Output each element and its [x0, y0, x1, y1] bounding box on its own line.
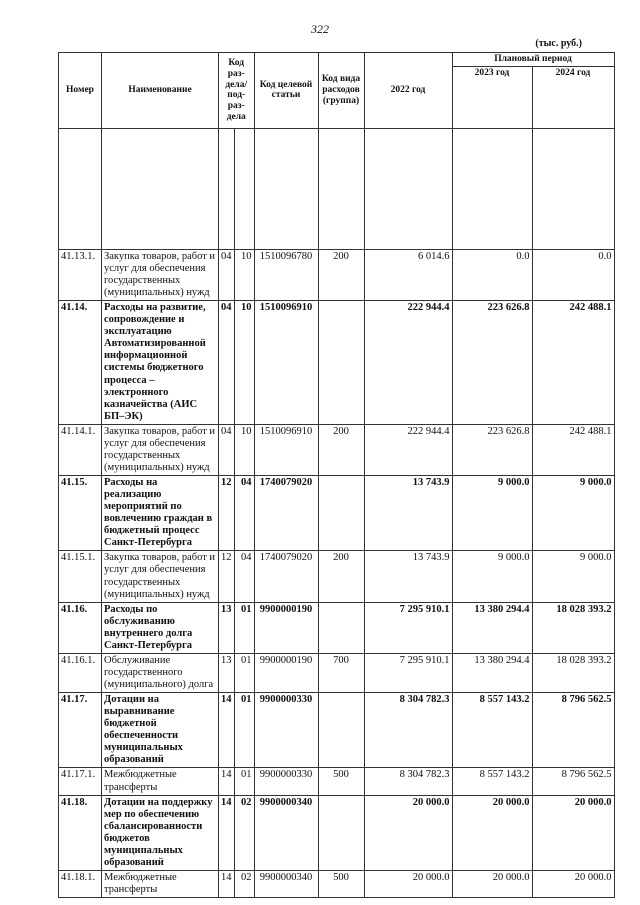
- row-name: Расходы на реализацию мероприятий по вовлечению граждан в бюджетный процесс Санкт-Петербурга: [102, 476, 219, 551]
- row-razdel: 04: [219, 424, 235, 475]
- row-number: 41.14.: [59, 301, 102, 425]
- row-podrazdel: 04: [234, 476, 254, 551]
- row-2024: 8 796 562.5: [532, 768, 614, 795]
- row-tsel: 9900000340: [254, 870, 318, 897]
- row-razdel: 04: [219, 301, 235, 425]
- row-number: 41.14.1.: [59, 424, 102, 475]
- row-podrazdel: 01: [234, 653, 254, 692]
- row-podrazdel: 01: [234, 693, 254, 768]
- table-row: [59, 653, 615, 692]
- row-2023: 8 557 143.2: [452, 693, 532, 768]
- table-row: [59, 795, 615, 870]
- row-2022: 8 304 782.3: [364, 693, 452, 768]
- row-razdel: 14: [219, 870, 235, 897]
- row-number: 41.17.: [59, 693, 102, 768]
- row-tsel: 9900000330: [254, 768, 318, 795]
- row-name: Закупка товаров, работ и услуг для обеспечения государственных (муниципальных) нужд: [102, 424, 219, 475]
- row-number: 41.16.: [59, 602, 102, 653]
- row-2024: 20 000.0: [532, 870, 614, 897]
- row-tsel: 9900000190: [254, 653, 318, 692]
- row-name: Расходы на развитие, сопровождение и эксплуатацию Автоматизированной информационной системы бюджетного процесса – электронного казначейства (АИС БП–ЭК): [102, 301, 219, 425]
- row-2022: 8 304 782.3: [364, 768, 452, 795]
- header-name: Наименование: [102, 53, 219, 129]
- header-tsel: Код целевой статьи: [254, 53, 318, 129]
- row-name: Межбюджетные трансферты: [102, 768, 219, 795]
- row-tsel: 1740079020: [254, 476, 318, 551]
- header-number: Номер: [59, 53, 102, 129]
- row-2024: 18 028 393.2: [532, 653, 614, 692]
- row-2023: 20 000.0: [452, 870, 532, 897]
- row-2024: 9 000.0: [532, 551, 614, 602]
- row-vid: 200: [318, 551, 364, 602]
- row-2022: 6 014.6: [364, 249, 452, 300]
- row-2024: 18 028 393.2: [532, 602, 614, 653]
- row-podrazdel: 10: [234, 301, 254, 425]
- row-razdel: 14: [219, 693, 235, 768]
- page-number: 322: [311, 22, 329, 36]
- row-2022: 20 000.0: [364, 870, 452, 897]
- table-row: [59, 602, 615, 653]
- row-2022: 7 295 910.1: [364, 653, 452, 692]
- table-row: [59, 870, 615, 897]
- row-name: Расходы по обслуживанию внутреннего долга Санкт-Петербурга: [102, 602, 219, 653]
- row-2024: 20 000.0: [532, 795, 614, 870]
- row-vid: [318, 795, 364, 870]
- row-name: Закупка товаров, работ и услуг для обеспечения государственных (муниципальных) нужд: [102, 551, 219, 602]
- row-razdel: 13: [219, 653, 235, 692]
- row-number: 41.17.1.: [59, 768, 102, 795]
- table-row: [59, 249, 615, 300]
- row-name: Дотации на выравнивание бюджетной обеспеченности муниципальных образований: [102, 693, 219, 768]
- row-vid: [318, 476, 364, 551]
- row-number: 41.18.1.: [59, 870, 102, 897]
- row-vid: 500: [318, 870, 364, 897]
- row-tsel: 1510096780: [254, 249, 318, 300]
- row-2022: 20 000.0: [364, 795, 452, 870]
- header-2024: 2024 год: [532, 66, 614, 128]
- row-number: 41.13.1.: [59, 249, 102, 300]
- table-row: [59, 693, 615, 768]
- row-2023: 223 626.8: [452, 424, 532, 475]
- row-vid: 700: [318, 653, 364, 692]
- row-podrazdel: 01: [234, 768, 254, 795]
- row-2022: 222 944.4: [364, 301, 452, 425]
- row-tsel: 1740079020: [254, 551, 318, 602]
- row-razdel: 12: [219, 476, 235, 551]
- header-2023: 2023 год: [452, 66, 532, 128]
- row-2024: 9 000.0: [532, 476, 614, 551]
- header-planned: Плановый период: [452, 53, 614, 67]
- row-vid: 200: [318, 424, 364, 475]
- budget-table: [58, 52, 615, 898]
- row-2022: 222 944.4: [364, 424, 452, 475]
- row-number: 41.15.: [59, 476, 102, 551]
- table-row: [59, 768, 615, 795]
- row-razdel: 14: [219, 795, 235, 870]
- row-2022: 13 743.9: [364, 551, 452, 602]
- header-razdel: Код раз-дела/ под-раз-дела: [219, 53, 255, 129]
- row-podrazdel: 01: [234, 602, 254, 653]
- row-2024: 242 488.1: [532, 301, 614, 425]
- table-row: [59, 424, 615, 475]
- table-row: [59, 476, 615, 551]
- header-vid: Код вида расходов (группа): [318, 53, 364, 129]
- row-vid: 500: [318, 768, 364, 795]
- row-razdel: 04: [219, 249, 235, 300]
- row-razdel: 13: [219, 602, 235, 653]
- row-vid: [318, 602, 364, 653]
- row-2024: 8 796 562.5: [532, 693, 614, 768]
- row-2023: 9 000.0: [452, 476, 532, 551]
- table-row: [59, 551, 615, 602]
- row-number: 41.16.1.: [59, 653, 102, 692]
- row-tsel: 1510096910: [254, 301, 318, 425]
- row-podrazdel: 04: [234, 551, 254, 602]
- row-2022: 7 295 910.1: [364, 602, 452, 653]
- row-name: Дотации на поддержку мер по обеспечению сбалансированности бюджетов муниципальных образований: [102, 795, 219, 870]
- row-2023: 13 380 294.4: [452, 602, 532, 653]
- row-2023: 223 626.8: [452, 301, 532, 425]
- row-vid: 200: [318, 249, 364, 300]
- row-podrazdel: 10: [234, 249, 254, 300]
- units-label: (тыс. руб.): [535, 38, 582, 49]
- row-name: Закупка товаров, работ и услуг для обеспечения государственных (муниципальных) нужд: [102, 249, 219, 300]
- row-podrazdel: 02: [234, 795, 254, 870]
- row-2024: 242 488.1: [532, 424, 614, 475]
- row-2024: 0.0: [532, 249, 614, 300]
- row-podrazdel: 02: [234, 870, 254, 897]
- row-razdel: 14: [219, 768, 235, 795]
- table-row: [59, 301, 615, 425]
- row-podrazdel: 10: [234, 424, 254, 475]
- row-2023: 8 557 143.2: [452, 768, 532, 795]
- row-tsel: 1510096910: [254, 424, 318, 475]
- row-vid: [318, 301, 364, 425]
- header-2022: 2022 год: [364, 53, 452, 129]
- row-2023: 0.0: [452, 249, 532, 300]
- row-tsel: 9900000340: [254, 795, 318, 870]
- row-number: 41.18.: [59, 795, 102, 870]
- row-tsel: 9900000190: [254, 602, 318, 653]
- row-number: 41.15.1.: [59, 551, 102, 602]
- row-2022: 13 743.9: [364, 476, 452, 551]
- row-name: Межбюджетные трансферты: [102, 870, 219, 897]
- row-vid: [318, 693, 364, 768]
- row-tsel: 9900000330: [254, 693, 318, 768]
- row-2023: 13 380 294.4: [452, 653, 532, 692]
- row-razdel: 12: [219, 551, 235, 602]
- row-name: Обслуживание государственного (муниципального) долга: [102, 653, 219, 692]
- row-2023: 20 000.0: [452, 795, 532, 870]
- row-2023: 9 000.0: [452, 551, 532, 602]
